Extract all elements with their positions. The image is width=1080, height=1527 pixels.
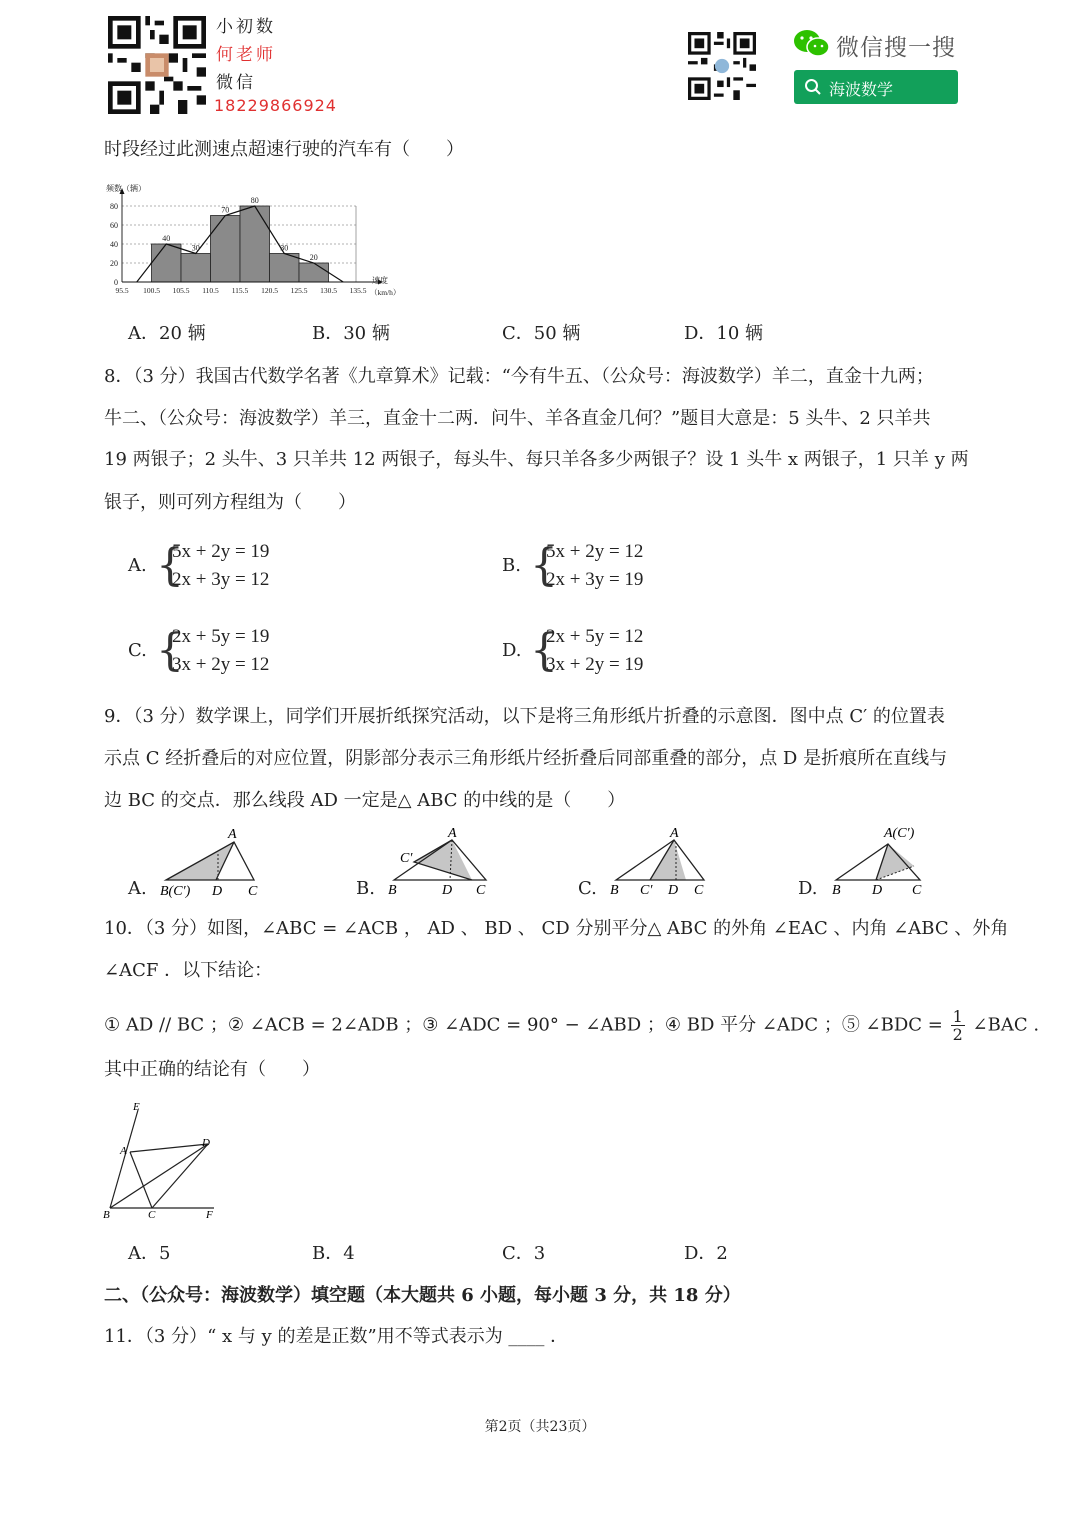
equation-1: 2x + 5y = 19: [172, 626, 270, 647]
x-tick-label: 120.5: [261, 286, 278, 295]
y-tick-label: 20: [110, 259, 118, 268]
q7-option-b[interactable]: B．30 辆: [312, 323, 390, 344]
search-icon: [804, 78, 822, 96]
fig-label: B(C′): [160, 884, 191, 899]
q10-option-b[interactable]: B．4: [312, 1243, 355, 1264]
q9-line-2: 示点 C 经折叠后的对应位置，阴影部分表示三角形纸片经折叠后同部重叠的部分，点 D 是折痕所在直线与: [104, 748, 948, 769]
option-label: B.: [356, 878, 375, 899]
histogram-chart: [100, 182, 410, 302]
y-tick-label: 0: [114, 278, 118, 287]
fig-label: B: [610, 883, 619, 898]
triangle-figure-d: [828, 822, 958, 900]
q9-option-b[interactable]: [356, 822, 506, 900]
page-footer: 第2页（共23页）: [484, 1419, 596, 1435]
fig-label: A(C′): [884, 826, 915, 841]
bar-data-label: 20: [309, 253, 318, 262]
q10-conclusions: ① AD // BC ；② ∠ACB = 2∠ADB ；③ ∠ADC = 90° − ∠ABD ；④ BD 平分 ∠ADC ；⑤ ∠BDC =: [104, 1014, 943, 1036]
histogram-bar: [211, 216, 241, 283]
handwritten-line-1: 小初数: [216, 17, 276, 37]
option-label: C.: [128, 640, 147, 661]
x-tick-label: 110.5: [202, 286, 219, 295]
fig-label: D: [872, 883, 883, 898]
wechat-logo-icon: [792, 28, 832, 60]
histogram-bar: [270, 254, 300, 283]
x-tick-label: 125.5: [290, 286, 308, 295]
q10-geometry-figure: [100, 1100, 230, 1225]
chart-bars: [152, 206, 329, 282]
x-axis-label-unit: （km/h）: [370, 288, 401, 297]
fig-label: C′: [640, 883, 653, 898]
triangle-figure-a: [160, 822, 280, 900]
fig-label: C′: [400, 851, 413, 866]
bar-data-label: 70: [221, 205, 230, 215]
q8-line-1: 8．（3 分）我国古代数学名著《九章算术》记载：“今有牛五、（公众号：海波数学）羊二，直金十九两；: [104, 366, 934, 387]
x-tick-label: 95.5: [115, 286, 129, 295]
fig-label: D: [442, 883, 453, 898]
brace-icon: {: [530, 625, 558, 676]
histogram-bar: [240, 206, 270, 282]
x-tick-label: 115.5: [231, 286, 249, 295]
q11-text: 11．（3 分）“ x 与 y 的差是正数”用不等式表示为 ____ ．: [104, 1326, 569, 1347]
q8-option-a[interactable]: [128, 538, 328, 598]
phone-number: 18229866924: [214, 96, 337, 115]
y-tick-label: 80: [110, 202, 118, 211]
fig-label: E: [133, 1101, 140, 1113]
x-tick-label: 105.5: [172, 286, 190, 295]
q7-option-a[interactable]: A．20 辆: [128, 323, 206, 344]
q7-option-c[interactable]: C．50 辆: [502, 323, 581, 344]
qr-code-right: [688, 32, 756, 100]
fig-label: D: [212, 884, 223, 899]
qr-code-left: [108, 16, 206, 114]
fig-label: B: [388, 883, 397, 898]
equation-1: 2x + 5y = 12: [546, 626, 644, 647]
q9-line-1: 9．（3 分）数学课上，同学们开展折纸探究活动，以下是将三角形纸片折叠的示意图．图中点 C′ 的位置表: [104, 706, 945, 727]
q10-conclusions-end: ∠BAC .: [972, 1014, 1040, 1036]
fraction-numerator: 1: [952, 1007, 963, 1026]
equation-2: 3x + 2y = 19: [546, 654, 644, 675]
fraction-denominator: 2: [952, 1025, 963, 1044]
triangle-figure-c: [608, 822, 738, 900]
fig-label: A: [448, 826, 457, 841]
fig-label: A: [228, 827, 237, 842]
y-tick-label: 40: [110, 240, 118, 249]
x-tick-label: 130.5: [320, 286, 337, 295]
x-tick-label: 100.5: [143, 286, 160, 295]
option-label: C.: [578, 878, 597, 899]
option-label: B.: [502, 555, 521, 576]
q10-line-4: 其中正确的结论有（ ）: [104, 1059, 320, 1080]
q7-option-d[interactable]: D．10 辆: [684, 323, 764, 344]
fig-label: A: [670, 826, 679, 841]
q9-line-3: 边 BC 的交点．那么线段 AD 一定是△ ABC 的中线的是（ ）: [104, 790, 626, 811]
q8-line-2: 牛二、（公众号：海波数学）羊三，直金十二两．问牛、羊各直金几何？”题目大意是：5 头牛、2 只羊共: [104, 408, 931, 429]
q10-line-1: 10．（3 分）如图，∠ABC = ∠ACB ， AD 、 BD 、 CD 分别平分△ ABC 的外角 ∠EAC 、内角 ∠ABC 、外角: [104, 918, 1009, 939]
equation-2: 3x + 2y = 12: [172, 654, 270, 675]
fig-label: F: [206, 1209, 213, 1221]
fig-label: C: [912, 883, 922, 898]
bar-data-label: 40: [162, 234, 171, 243]
equation-1: 5x + 2y = 12: [546, 541, 644, 562]
option-label: A.: [128, 878, 147, 899]
q8-option-b[interactable]: [502, 538, 702, 598]
q8-line-3: 19 两银子；2 头牛、3 只羊共 12 两银子，每头牛、每只羊各多少两银子？设 1 头牛 x 两银子，1 只羊 y 两: [104, 449, 969, 470]
fig-label: D: [202, 1137, 210, 1149]
bar-data-label: 30: [191, 243, 200, 253]
fig-label: B: [103, 1209, 110, 1221]
q8-option-c[interactable]: [128, 623, 328, 683]
q7-stem-tail: 时段经过此测速点超速行驶的汽车有（ ）: [104, 139, 464, 160]
section-heading: 二、（公众号：海波数学）填空题（本大题共 6 小题，每小题 3 分，共 18 分）: [104, 1285, 741, 1306]
option-label: A.: [128, 555, 147, 576]
histogram-bar: [181, 254, 211, 283]
q9-option-c[interactable]: [578, 822, 728, 900]
q10-line-2: ∠ACF ．以下结论：: [104, 960, 273, 981]
equation-2: 2x + 3y = 19: [546, 569, 644, 590]
brace-icon: {: [156, 540, 184, 591]
triangle-figure-b: [386, 822, 516, 900]
x-axis-label: 速度: [372, 276, 388, 285]
fig-label: C: [694, 883, 704, 898]
fig-label: C: [476, 883, 486, 898]
q9-option-a[interactable]: [128, 822, 278, 900]
q10-option-d[interactable]: D．2: [684, 1243, 728, 1264]
brace-icon: {: [530, 540, 558, 591]
handwritten-line-2: 何老师: [216, 45, 276, 65]
equation-2: 2x + 3y = 12: [172, 569, 270, 590]
y-tick-label: 60: [110, 221, 118, 230]
bar-data-label: 30: [280, 243, 289, 253]
q10-option-c[interactable]: C．3: [502, 1243, 546, 1264]
y-axis-label: 频数（辆）: [106, 184, 146, 193]
handwritten-line-3: 微信: [216, 73, 256, 93]
histogram-bar: [152, 244, 182, 282]
histogram-bar: [299, 263, 329, 282]
q8-option-d[interactable]: [502, 623, 702, 683]
option-label: D.: [798, 878, 818, 899]
q10-line-3: [104, 1008, 1039, 1043]
q9-option-d[interactable]: [798, 822, 948, 900]
x-tick-label: 135.5: [349, 286, 367, 295]
equation-1: 5x + 2y = 19: [172, 541, 270, 562]
search-button-label: 海波数学: [829, 80, 894, 99]
fig-label: D: [668, 883, 679, 898]
fig-label: A: [120, 1145, 127, 1157]
header: [0, 0, 1080, 125]
brace-icon: {: [156, 625, 184, 676]
option-label: D.: [502, 640, 522, 661]
brand-title: 微信搜一搜: [836, 35, 956, 61]
q10-option-a[interactable]: A．5: [128, 1243, 171, 1264]
search-button[interactable]: [794, 70, 958, 104]
fig-label: C: [248, 884, 258, 899]
fraction: [951, 1008, 965, 1043]
q8-line-4: 银子，则可列方程组为（ ）: [104, 492, 356, 513]
bar-data-label: 80: [250, 196, 259, 205]
fig-label: C: [148, 1209, 156, 1221]
fig-label: B: [832, 883, 841, 898]
